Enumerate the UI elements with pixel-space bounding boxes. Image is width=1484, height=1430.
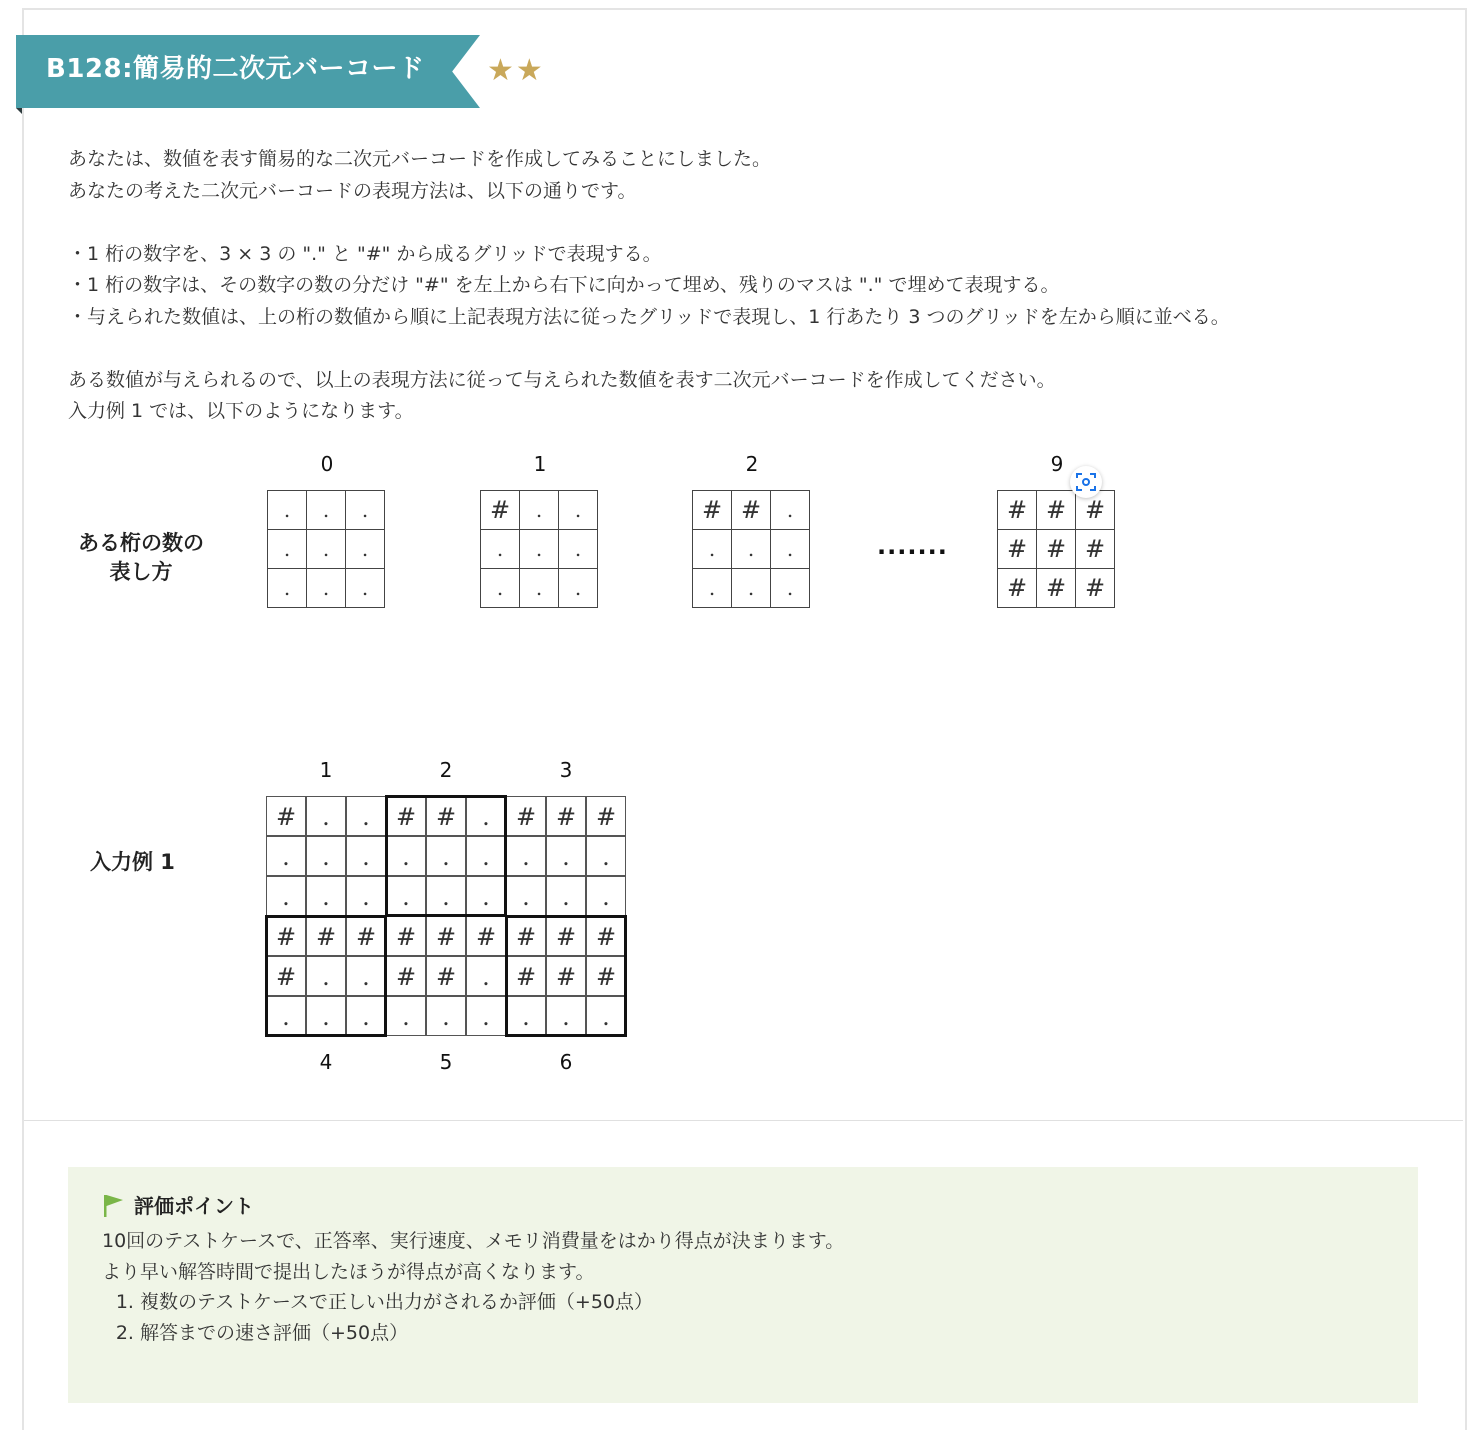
barcode-cell: #	[386, 796, 426, 836]
barcode-cell: .	[266, 836, 306, 876]
barcode-cell: .	[586, 996, 626, 1036]
star-icon: ★	[487, 53, 514, 88]
grid-cell: #	[481, 491, 520, 530]
star-icon: ★	[515, 53, 543, 88]
digit-grid	[997, 490, 1115, 608]
rule-line: ・与えられた数値は、上の桁の数値から順に上記表現方法に従ったグリッドで表現し、1 行あたり 3 つのグリッドを左から順に並べる。	[68, 305, 1230, 328]
evaluation-body	[102, 1226, 844, 1348]
barcode-cell: .	[466, 876, 506, 916]
barcode-cell: #	[546, 796, 586, 836]
grid-cell: #	[998, 569, 1037, 608]
barcode-cell: #	[586, 796, 626, 836]
block-label: 5	[439, 1050, 453, 1074]
grid-cell: #	[998, 530, 1037, 569]
barcode-cell: #	[546, 916, 586, 956]
barcode-cell: .	[266, 876, 306, 916]
grid-cell: #	[1037, 569, 1076, 608]
ellipsis: ·······	[877, 538, 948, 566]
digit-label: 1	[533, 452, 547, 476]
grid-cell: #	[998, 491, 1037, 530]
barcode-cell: .	[346, 796, 386, 836]
barcode-cell: #	[586, 916, 626, 956]
barcode-cell: .	[506, 996, 546, 1036]
evaluation-list	[102, 1287, 844, 1348]
evaluation-line: より早い解答時間で提出したほうが得点が高くなります。	[102, 1260, 595, 1283]
barcode-cell: .	[506, 836, 546, 876]
rule-line: ・1 桁の数字は、その数字の数の分だけ "#" を左上から右下に向かって埋め、残りのマスは "." で埋めて表現する。	[68, 274, 1060, 296]
barcode-cell: .	[306, 796, 346, 836]
rule-line: ・1 桁の数字を、3 × 3 の "." と "#" から成るグリッドで表現する。	[68, 242, 662, 265]
block-label: 6	[559, 1050, 573, 1074]
barcode-cell: #	[506, 916, 546, 956]
grid-cell: #	[1076, 530, 1115, 569]
section-divider	[24, 1120, 1463, 1121]
barcode-cell: .	[586, 836, 626, 876]
grid-cell: #	[1076, 569, 1115, 608]
barcode-cell: #	[266, 796, 306, 836]
barcode-cell: .	[426, 836, 466, 876]
barcode-cell: #	[426, 956, 466, 996]
barcode-cell: .	[266, 996, 306, 1036]
barcode-cell: .	[466, 796, 506, 836]
digit-grid	[480, 490, 598, 608]
barcode-cell: .	[466, 836, 506, 876]
barcode-cell: .	[546, 836, 586, 876]
digit-grid	[692, 490, 810, 608]
barcode-cell: .	[586, 876, 626, 916]
problem-description	[68, 144, 1398, 428]
grid-cell: .	[307, 530, 346, 569]
grid-cell: .	[732, 530, 771, 569]
digit-label: 2	[745, 452, 759, 476]
grid-cell: .	[559, 530, 598, 569]
grid-cell: #	[1076, 491, 1115, 530]
barcode-cell: .	[346, 956, 386, 996]
grid-cell: .	[307, 569, 346, 608]
grid-cell: .	[268, 530, 307, 569]
problem-title: B128:簡易的二次元バーコード	[46, 54, 425, 84]
barcode-cell: #	[266, 956, 306, 996]
barcode-cell: #	[426, 916, 466, 956]
barcode-cell: #	[546, 956, 586, 996]
figure1-row-label: ある桁の数の 表し方	[78, 531, 204, 584]
grid-cell: .	[559, 491, 598, 530]
evaluation-item: 2. 解答までの速さ評価（+50点）	[140, 1318, 844, 1349]
grid-cell: .	[520, 530, 559, 569]
grid-cell: .	[693, 530, 732, 569]
barcode-cell: .	[346, 836, 386, 876]
grid-cell: .	[346, 569, 385, 608]
grid-cell: .	[481, 530, 520, 569]
barcode-cell: .	[506, 876, 546, 916]
grid-cell: .	[771, 530, 810, 569]
barcode-cell: .	[386, 876, 426, 916]
flag-icon	[102, 1192, 126, 1218]
grid-cell: #	[732, 491, 771, 530]
block-label: 3	[559, 758, 573, 782]
barcode-cell: .	[466, 956, 506, 996]
barcode-cell: .	[466, 996, 506, 1036]
figure2-row-label: 入力例 1	[90, 850, 175, 874]
barcode-cell: #	[466, 916, 506, 956]
barcode-cell: .	[306, 956, 346, 996]
grid-cell: #	[1037, 491, 1076, 530]
barcode-cell: #	[266, 916, 306, 956]
barcode-cell: .	[346, 876, 386, 916]
grid-cell: #	[1037, 530, 1076, 569]
description-line: あなたは、数値を表す簡易的な二次元バーコードを作成してみることにしました。	[68, 148, 772, 170]
grid-cell: .	[268, 491, 307, 530]
barcode-cell: .	[386, 836, 426, 876]
digit-grid	[267, 490, 385, 608]
barcode-cell: .	[386, 996, 426, 1036]
grid-cell: .	[481, 569, 520, 608]
grid-cell: .	[771, 491, 810, 530]
barcode-cell: #	[346, 916, 386, 956]
block-label: 4	[319, 1050, 333, 1074]
barcode-cell: .	[306, 996, 346, 1036]
block-label: 2	[439, 758, 453, 782]
barcode-cell: #	[426, 796, 466, 836]
grid-cell: .	[307, 491, 346, 530]
grid-cell: .	[693, 569, 732, 608]
grid-cell: .	[732, 569, 771, 608]
barcode-cell: .	[546, 876, 586, 916]
barcode-cell: .	[546, 996, 586, 1036]
grid-cell: #	[693, 491, 732, 530]
barcode-cell: #	[386, 956, 426, 996]
evaluation-line: 10回のテストケースで、正答率、実行速度、メモリ消費量をはかり得点が決まります。	[102, 1230, 845, 1252]
grid-cell: .	[268, 569, 307, 608]
grid-cell: .	[520, 569, 559, 608]
barcode-cell: #	[386, 916, 426, 956]
ribbon-fold	[16, 108, 22, 114]
grid-cell: .	[559, 569, 598, 608]
grid-cell: .	[346, 491, 385, 530]
closing-line: ある数値が与えられるので、以上の表現方法に従って与えられた数値を表す二次元バーコードを作成してください。	[68, 368, 1056, 391]
grid-cell: .	[771, 569, 810, 608]
block-label: 1	[319, 758, 333, 782]
barcode-cell: #	[506, 796, 546, 836]
evaluation-heading-text: 評価ポイント	[134, 1194, 254, 1218]
barcode-cell: #	[506, 956, 546, 996]
barcode-cell: .	[426, 876, 466, 916]
barcode-cell: #	[306, 916, 346, 956]
grid-cell: .	[346, 530, 385, 569]
grid-cell: .	[520, 491, 559, 530]
barcode-cell: .	[346, 996, 386, 1036]
digit-label: 9	[1050, 452, 1064, 476]
visual-search-icon[interactable]	[1070, 466, 1102, 498]
barcode-cell: .	[306, 876, 346, 916]
closing-line: 入力例 1 では、以下のようになります。	[68, 400, 414, 422]
description-line: あなたの考えた二次元バーコードの表現方法は、以下の通りです。	[68, 179, 637, 202]
barcode-cell: .	[306, 836, 346, 876]
evaluation-heading	[102, 1190, 254, 1219]
evaluation-item: 1. 複数のテストケースで正しい出力がされるか評価（+50点）	[140, 1287, 844, 1318]
difficulty-stars	[487, 53, 543, 88]
digit-label: 0	[320, 452, 334, 476]
barcode-cell: #	[586, 956, 626, 996]
barcode-cell: .	[426, 996, 466, 1036]
